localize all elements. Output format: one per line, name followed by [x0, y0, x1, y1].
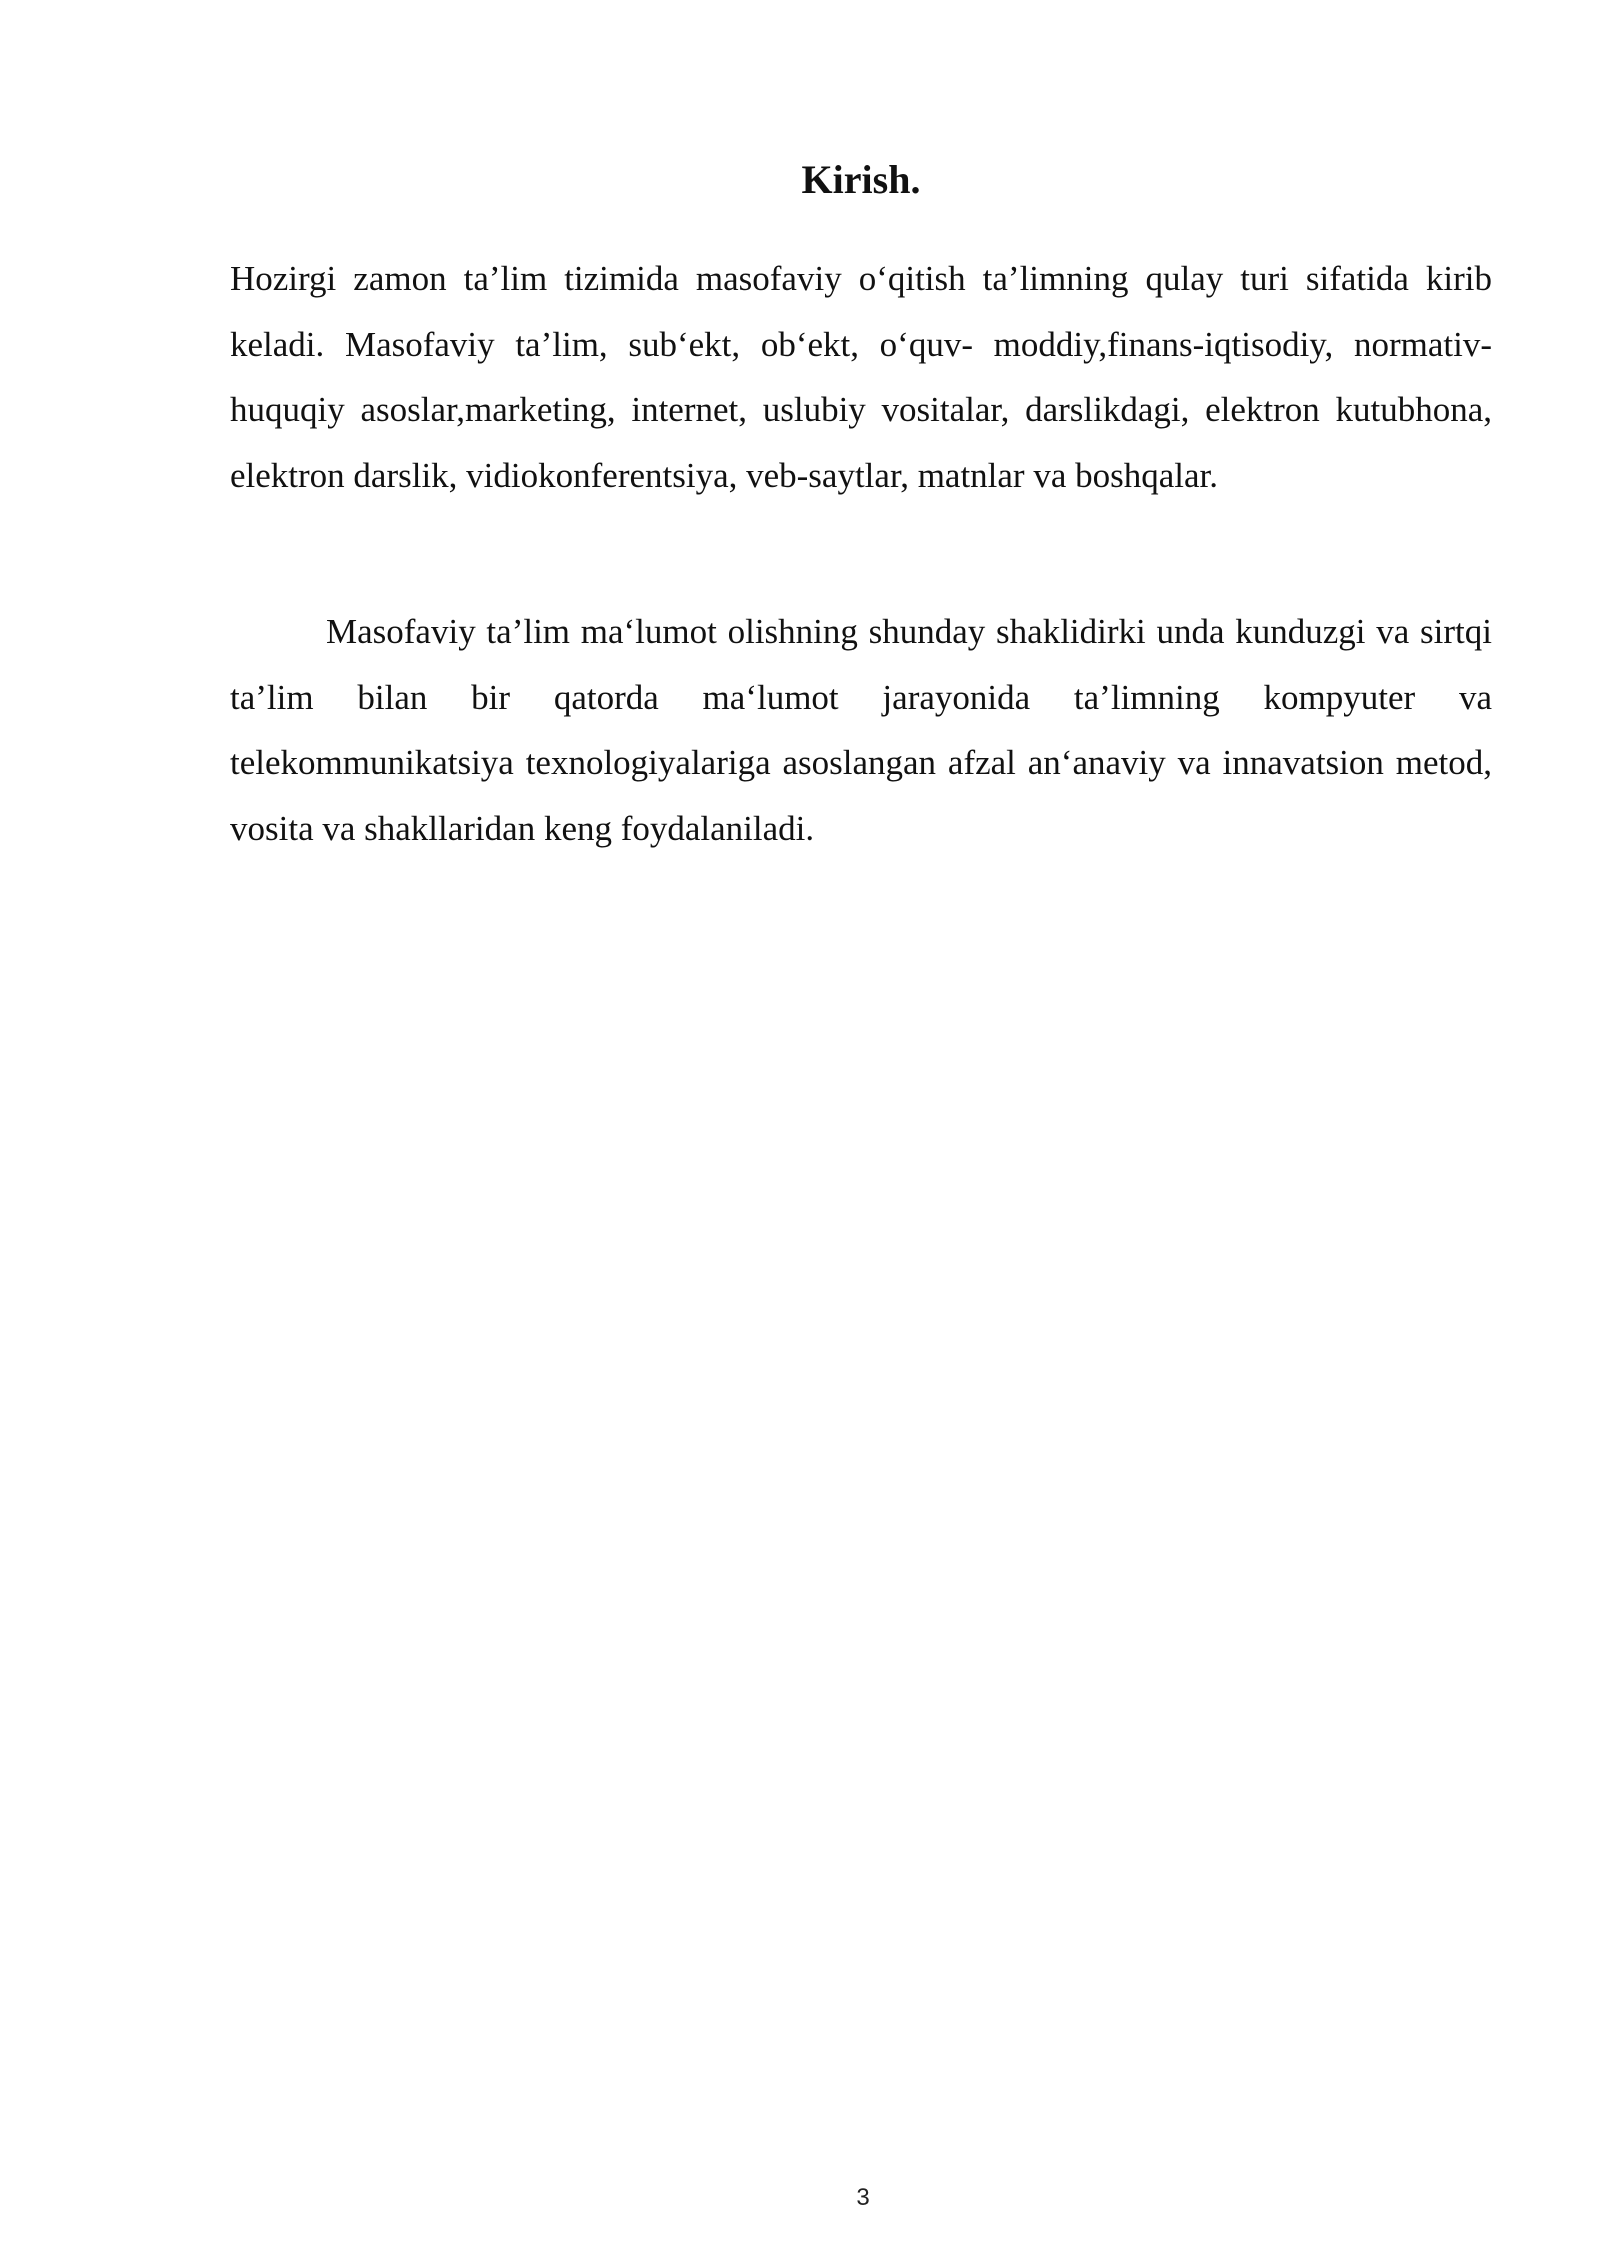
page-number: 3 — [856, 2184, 870, 2211]
page-title: Kirish. — [801, 157, 921, 202]
paragraph-second: Masofaviy ta’lim ma‘lumot olishning shunday shaklidirki unda kunduzgi va sirtqi ta’lim bilan bir qatorda ma‘lumot jarayonida ta’limning kompyuter va telekommunikatsiya texnologiyalariga asoslangan afzal an‘anaviy va innavatsion metod, vosita va shakllaridan keng foydalaniladi. — [230, 612, 1492, 848]
paragraph-intro: Hozirgi zamon ta’lim tizimida masofaviy o‘qitish ta’limning qulay turi sifatida kirib keladi. Masofaviy ta’lim, sub‘ekt, ob‘ekt, o‘quv- moddiy,finans-iqtisodiy, normativ-huquqiy asoslar,marketing, internet, uslubiy vositalar, darslikdagi, elektron kutubhona, elektron darslik, vidiokonferentsiya, veb-saytlar, matnlar va boshqalar. — [230, 259, 1492, 495]
